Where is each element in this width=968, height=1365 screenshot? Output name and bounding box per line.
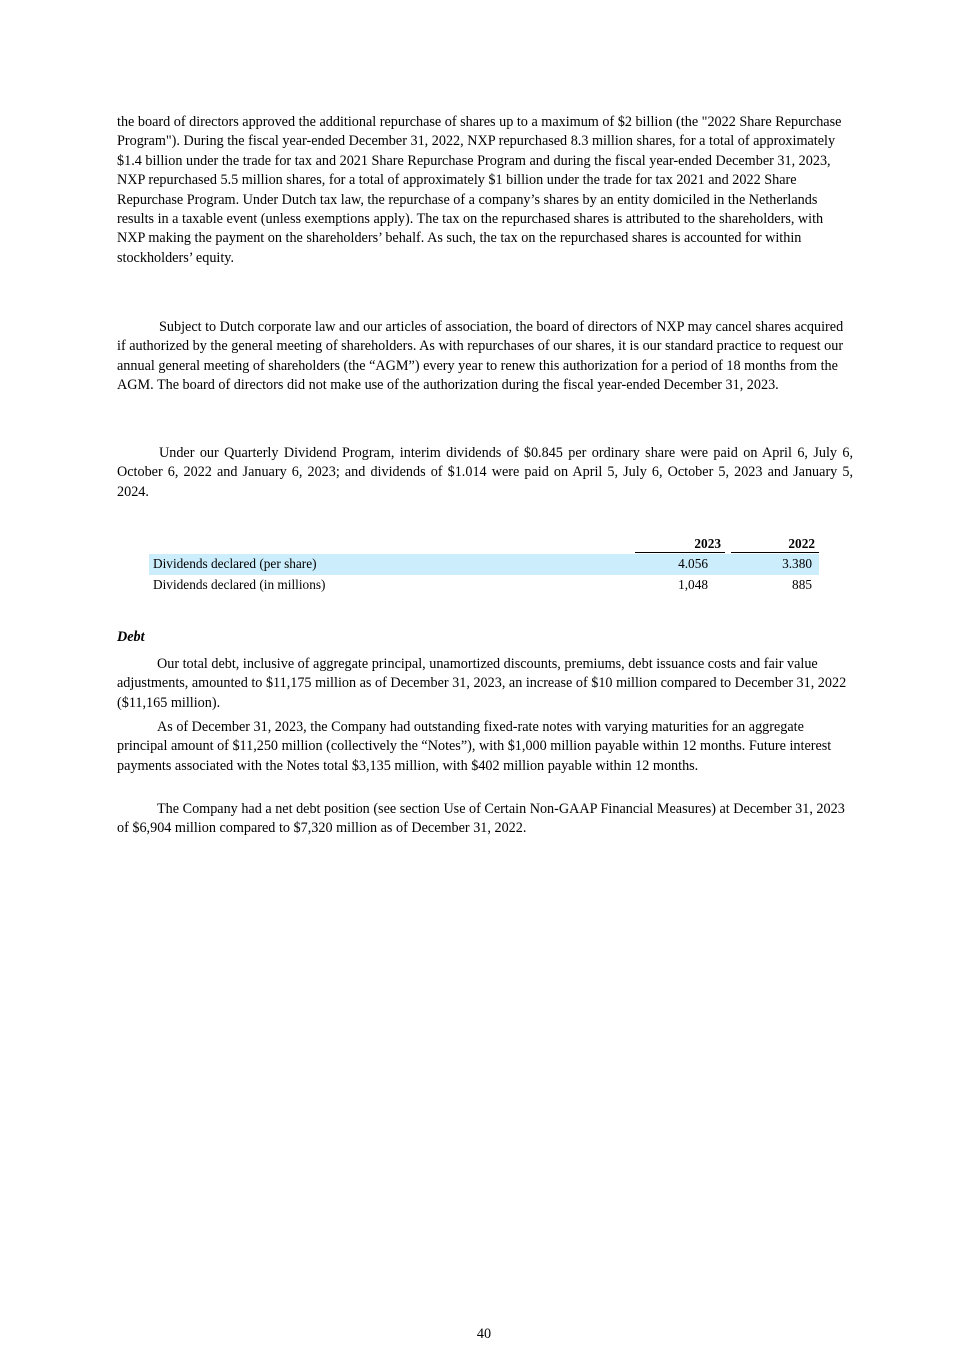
dividends-table bbox=[149, 534, 819, 595]
notes-paragraph: As of December 31, 2023, the Company had outstanding fixed-rate notes with varying maturities for an aggregate principal amount of $11,250 million (collectively the “Notes”), with $1,000 million payable within 12 months. Future interest payments associated with the Notes total $3,135 million, with $402 million payable within 12 months. bbox=[117, 719, 832, 774]
share-repurchase-paragraph: the board of directors approved the additional repurchase of shares up to a maximum of $2 billion (the "2022 Share Repurchase Program"). During the fiscal year-ended December 31, 2022, NXP repurchased 8.3 million shares, for a total of approximately $1.4 billion under the trade for tax and 2021 Share Repurchase Program and during the fiscal year-ended December 31, 2023, NXP repurchased 5.5 million shares, for a total of approximately $1 billion under the trade for tax 2021 and 2022 Share Repurchase Program. Under Dutch tax law, the repurchase of a company’s shares by an entity domiciled in the Netherlands results in a taxable event (unless exemptions apply). The tax on the repurchased shares is attributed to the shareholders, with NXP making the payment on the shareholders’ behalf. As such, the tax on the repurchased shares is accounted for within stockholders’ equity. bbox=[117, 114, 842, 266]
total-debt-paragraph: Our total debt, inclusive of aggregate principal, unamortized discounts, premiums, debt issuance costs and fair value adjustments, amounted to $11,175 million as of December 31, 2023, an increase of $10 million compared to December 31, 2022 ($11,165 million). bbox=[117, 656, 847, 711]
page-number: 40 bbox=[476, 1326, 492, 1342]
row-value-2022: 3.380 bbox=[782, 556, 812, 571]
column-header-2023: 2023 bbox=[635, 534, 725, 553]
row-label: Dividends declared (per share) bbox=[153, 556, 317, 571]
dividend-program-paragraph: Under our Quarterly Dividend Program, interim dividends of $0.845 per ordinary share were paid on April 6, July 6, October 6, 2022 and January 6, 2023; and dividends of $1.014 were paid on April 5, July 6, October 5, 2023 and January 5, 2024. bbox=[117, 445, 853, 500]
table-row bbox=[149, 575, 819, 596]
table-row bbox=[149, 554, 819, 575]
row-label: Dividends declared (in millions) bbox=[153, 576, 326, 592]
share-cancellation-paragraph: Subject to Dutch corporate law and our articles of association, the board of directors of NXP may cancel shares acquired if authorized by the general meeting of shareholders. As with repurchases of our shares, it is our standard practice to request our annual general meeting of shareholders (the “AGM”) every year to renew this authorization for a period of 18 months from the AGM. The board of directors did not make use of the authorization during the fiscal year-ended December 31, 2023. bbox=[117, 319, 844, 394]
column-header-2022: 2022 bbox=[731, 534, 819, 553]
net-debt-paragraph: The Company had a net debt position (see section Use of Certain Non-GAAP Financial Measures) at December 31, 2023 of $6,904 million compared to $7,320 million as of December 31, 2022. bbox=[117, 801, 845, 837]
row-value-2022: 885 bbox=[792, 576, 812, 592]
section-heading-debt: Debt bbox=[117, 629, 145, 645]
table-header-row bbox=[149, 534, 819, 554]
row-value-2023: 1,048 bbox=[678, 576, 708, 592]
row-value-2023: 4.056 bbox=[678, 556, 708, 571]
